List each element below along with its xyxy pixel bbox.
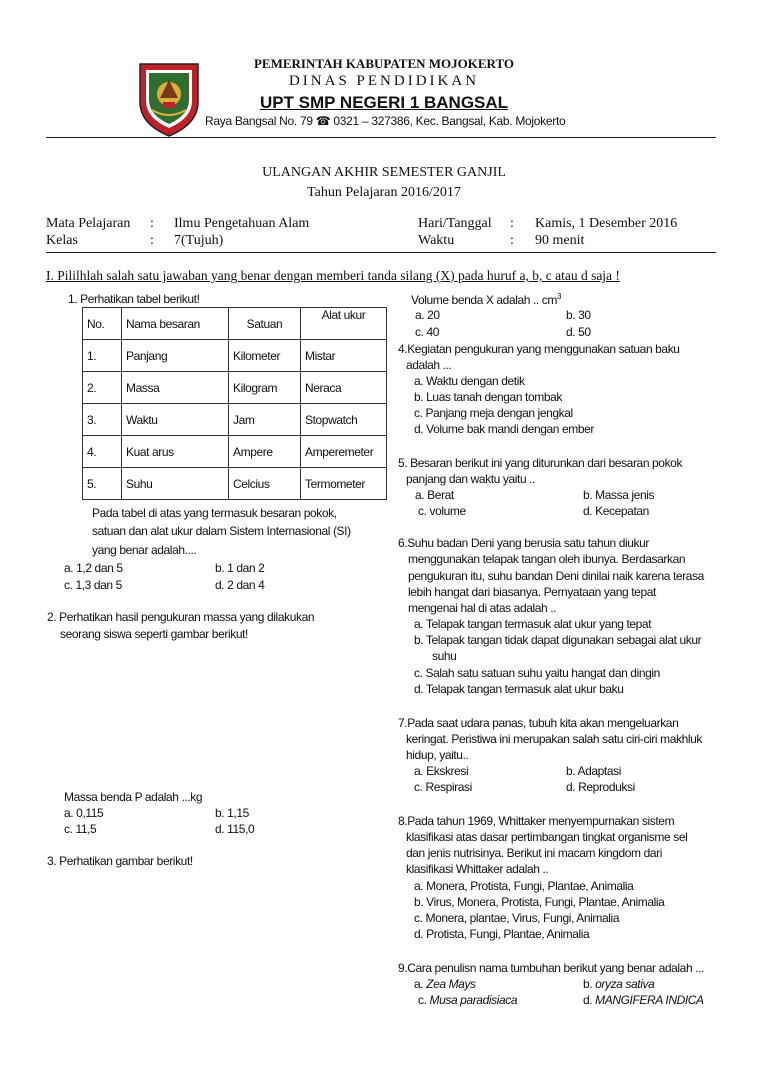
table-cell: Stopwatch <box>301 404 387 436</box>
exam-title: ULANGAN AKHIR SEMESTER GANJIL <box>262 165 506 180</box>
q5-option-c[interactable]: c. volume <box>418 504 466 518</box>
q3-option-a[interactable]: a. 20 <box>415 308 440 322</box>
table-row <box>83 436 387 468</box>
table-cell: Massa <box>122 372 229 404</box>
q6-stem-line: mengenai hal di atas adalah .. <box>408 601 557 615</box>
q7-option-a[interactable]: a. Ekskresi <box>414 764 469 778</box>
q5-option-a[interactable]: a. Berat <box>415 488 454 502</box>
q5-stem-line: panjang dan waktu yaitu .. <box>406 472 536 486</box>
q4-option-c[interactable]: c. Panjang meja dengan jengkal <box>414 406 573 420</box>
q3-option-d[interactable]: d. 50 <box>566 325 591 339</box>
q5-option-d[interactable]: d. Kecepatan <box>583 504 649 518</box>
table-cell: Suhu <box>122 468 229 500</box>
q9-option-d-text: MANGIFERA INDICA <box>595 993 704 1007</box>
q2-question: Massa benda P adalah ...kg <box>64 790 203 804</box>
header-divider <box>46 137 716 138</box>
table-cell: Waktu <box>122 404 229 436</box>
table-row <box>83 404 387 436</box>
table-cell: Kuat arus <box>122 436 229 468</box>
q4-option-d[interactable]: d. Volume bak mandi dengan ember <box>414 422 594 436</box>
table-header-cell: No. <box>83 308 122 340</box>
q3-question <box>411 292 561 307</box>
option-prefix: b. <box>583 977 596 991</box>
table-cell: Kilometer <box>229 340 301 372</box>
q6-option-a[interactable]: a. Telapak tangan termasuk alat ukur yang tepat <box>414 617 652 631</box>
q7-stem-line: hidup, yaitu.. <box>406 748 469 762</box>
q4-stem-line: 4.Kegiatan pengukuran yang menggunakan satuan baku <box>398 342 680 356</box>
q1-stem: 1. Perhatikan tabel berikut! <box>68 292 200 306</box>
q8-option-d[interactable]: d. Protista, Fungi, Plantae, Animalia <box>414 927 590 941</box>
q6-option-b[interactable]: b. Telapak tangan tidak dapat digunakan sebagai alat ukur <box>414 633 702 647</box>
q8-stem-line: klasifikasi atas dasar pertimbangan tingkat organisme sel <box>406 830 688 844</box>
q7-stem-line: keringat. Peristiwa ini merupakan salah satu ciri-ciri makhluk <box>406 732 702 746</box>
q4-stem-line: adalah ... <box>406 358 452 372</box>
table-row <box>83 372 387 404</box>
table-header-row <box>83 308 387 340</box>
q1-option-c[interactable]: c. 1,3 dan 5 <box>64 578 122 592</box>
q3-question-sup: 3 <box>556 292 562 301</box>
table-cell: Ampere <box>229 436 301 468</box>
table-header-cell: Satuan <box>229 308 301 340</box>
subject-value: Ilmu Pengetahuan Alam <box>174 216 310 231</box>
q9-option-c-text: Musa paradisiaca <box>429 993 518 1007</box>
measurement-table <box>82 307 387 500</box>
q9-option-b-text: oryza sativa <box>595 977 655 991</box>
option-prefix: a. <box>414 977 427 991</box>
q8-option-c[interactable]: c. Monera, plantae, Virus, Fungi, Animalia <box>414 911 620 925</box>
info-divider <box>46 252 716 253</box>
q3-option-b[interactable]: b. 30 <box>566 308 591 322</box>
day-label: Hari/Tanggal <box>418 216 492 231</box>
table-row <box>83 468 387 500</box>
table-cell: 5. <box>83 468 122 500</box>
instruction: I. Pililhlah salah satu jawaban yang benar dengan memberi tanda silang (X) pada huruf a, b, c atau d saja ! <box>46 268 620 283</box>
class-value: 7(Tujuh) <box>174 233 224 248</box>
header-government: PEMERINTAH KABUPATEN MOJOKERTO <box>253 56 515 71</box>
q3-stem: 3. Perhatikan gambar berikut! <box>47 854 193 868</box>
header-department: DINAS PENDIDIKAN <box>288 73 480 89</box>
option-prefix: d. <box>583 993 596 1007</box>
q3-question-text: Volume benda X adalah .. cm <box>411 293 557 307</box>
q1-option-b[interactable]: b. 1 dan 2 <box>215 561 265 575</box>
q9-option-b[interactable] <box>583 977 654 991</box>
table-cell: 3. <box>83 404 122 436</box>
q4-option-b[interactable]: b. Luas tanah dengan tombak <box>414 390 562 404</box>
colon: : <box>510 216 514 231</box>
q3-option-c[interactable]: c. 40 <box>415 325 440 339</box>
q8-stem-line: dan jenis nutrisinya. Berikut ini macam kingdom dari <box>406 846 662 860</box>
q4-option-a[interactable]: a. Waktu dengan detik <box>414 374 525 388</box>
q8-stem-line: klasifikasi Whittaker adalah .. <box>406 862 549 876</box>
q2-option-a[interactable]: a. 0,115 <box>64 806 104 820</box>
q7-option-c[interactable]: c. Respirasi <box>414 780 472 794</box>
table-cell: Mistar <box>301 340 387 372</box>
q6-option-d[interactable]: d. Telapak tangan termasuk alat ukur baku <box>414 682 624 696</box>
day-value: Kamis, 1 Desember 2016 <box>535 216 678 231</box>
q8-stem-line: 8.Pada tahun 1969, Whittaker menyempurnakan sistem <box>398 814 675 828</box>
table-header-cell: Nama besaran <box>122 308 229 340</box>
exam-year: Tahun Pelajaran 2016/2017 <box>307 185 461 200</box>
q6-option-c[interactable]: c. Salah satu satuan suhu yaitu hangat dan dingin <box>414 666 660 680</box>
subject-label: Mata Pelajaran <box>46 216 131 231</box>
colon: : <box>510 233 514 248</box>
q9-stem-line: 9.Cara penulisn nama tumbuhan berikut yang benar adalah ... <box>398 961 704 975</box>
time-value: 90 menit <box>535 233 585 248</box>
q7-option-d[interactable]: d. Reproduksi <box>566 780 635 794</box>
q8-option-b[interactable]: b. Virus, Monera, Protista, Fungi, Plantae, Animalia <box>414 895 665 909</box>
q9-option-a[interactable] <box>414 977 476 991</box>
q6-stem-line: 6.Suhu badan Deni yang berusia satu tahun diukur <box>398 536 649 550</box>
table-cell: Kilogram <box>229 372 301 404</box>
table-cell: Panjang <box>122 340 229 372</box>
q1-option-a[interactable]: a. 1,2 dan 5 <box>64 561 123 575</box>
table-cell: Jam <box>229 404 301 436</box>
q7-stem-line: 7.Pada saat udara panas, tubuh kita akan mengeluarkan <box>398 716 679 730</box>
q2-stem-line: 2. Perhatikan hasil pengukuran massa yang dilakukan <box>47 610 315 624</box>
table-cell: Celcius <box>229 468 301 500</box>
q1-follow-line: satuan dan alat ukur dalam Sistem Internasional (SI) <box>92 524 351 538</box>
q9-option-d[interactable] <box>583 993 704 1007</box>
table-cell: Amperemeter <box>301 436 387 468</box>
q8-option-a[interactable]: a. Monera, Protista, Fungi, Plantae, Animalia <box>414 879 634 893</box>
q5-stem-line: 5. Besaran berikut ini yang diturunkan dari besaran pokok <box>398 456 683 470</box>
q7-option-b[interactable]: b. Adaptasi <box>566 764 621 778</box>
q6-stem-line: pengukuran itu, suhu bandan Deni dinilai naik karena terasa <box>408 569 704 583</box>
table-cell: 1. <box>83 340 122 372</box>
q2-option-d[interactable]: d. 115,0 <box>215 822 255 836</box>
q9-option-a-text: Zea Mays <box>426 977 476 991</box>
time-label: Waktu <box>418 233 455 248</box>
q6-stem-line: menggunakan telapak tangan oleh ibunya. Berdasarkan <box>408 552 686 566</box>
table-cell: 2. <box>83 372 122 404</box>
q6-option-b-cont: suhu <box>432 649 457 663</box>
q1-option-d[interactable]: d. 2 dan 4 <box>215 578 265 592</box>
header-school: UPT SMP NEGERI 1 BANGSAL <box>259 93 509 112</box>
q2-stem-line: seorang siswa seperti gambar berikut! <box>60 627 248 641</box>
q2-option-c[interactable]: c. 11,5 <box>64 822 97 836</box>
table-cell: Termometer <box>301 468 387 500</box>
class-label: Kelas <box>46 233 78 248</box>
header-address: Raya Bangsal No. 79 ☎ 0321 – 327386, Kec. Bangsal, Kab. Mojokerto <box>205 114 566 128</box>
q9-option-c[interactable] <box>418 993 517 1007</box>
colon: : <box>150 216 154 231</box>
colon: : <box>150 233 154 248</box>
q6-stem-line: lebih hangat dari biasanya. Pernyataan yang tepat <box>408 585 656 599</box>
table-cell: Neraca <box>301 372 387 404</box>
table-cell: 4. <box>83 436 122 468</box>
table-row <box>83 340 387 372</box>
option-prefix: c. <box>418 993 430 1007</box>
q1-follow-line: Pada tabel di atas yang termasuk besaran pokok, <box>92 506 337 520</box>
q2-option-b[interactable]: b. 1,15 <box>215 806 249 820</box>
q5-option-b[interactable]: b. Massa jenis <box>583 488 655 502</box>
q1-follow-line: yang benar adalah.... <box>92 543 197 557</box>
table-header-cell: Alat ukur <box>301 308 387 340</box>
